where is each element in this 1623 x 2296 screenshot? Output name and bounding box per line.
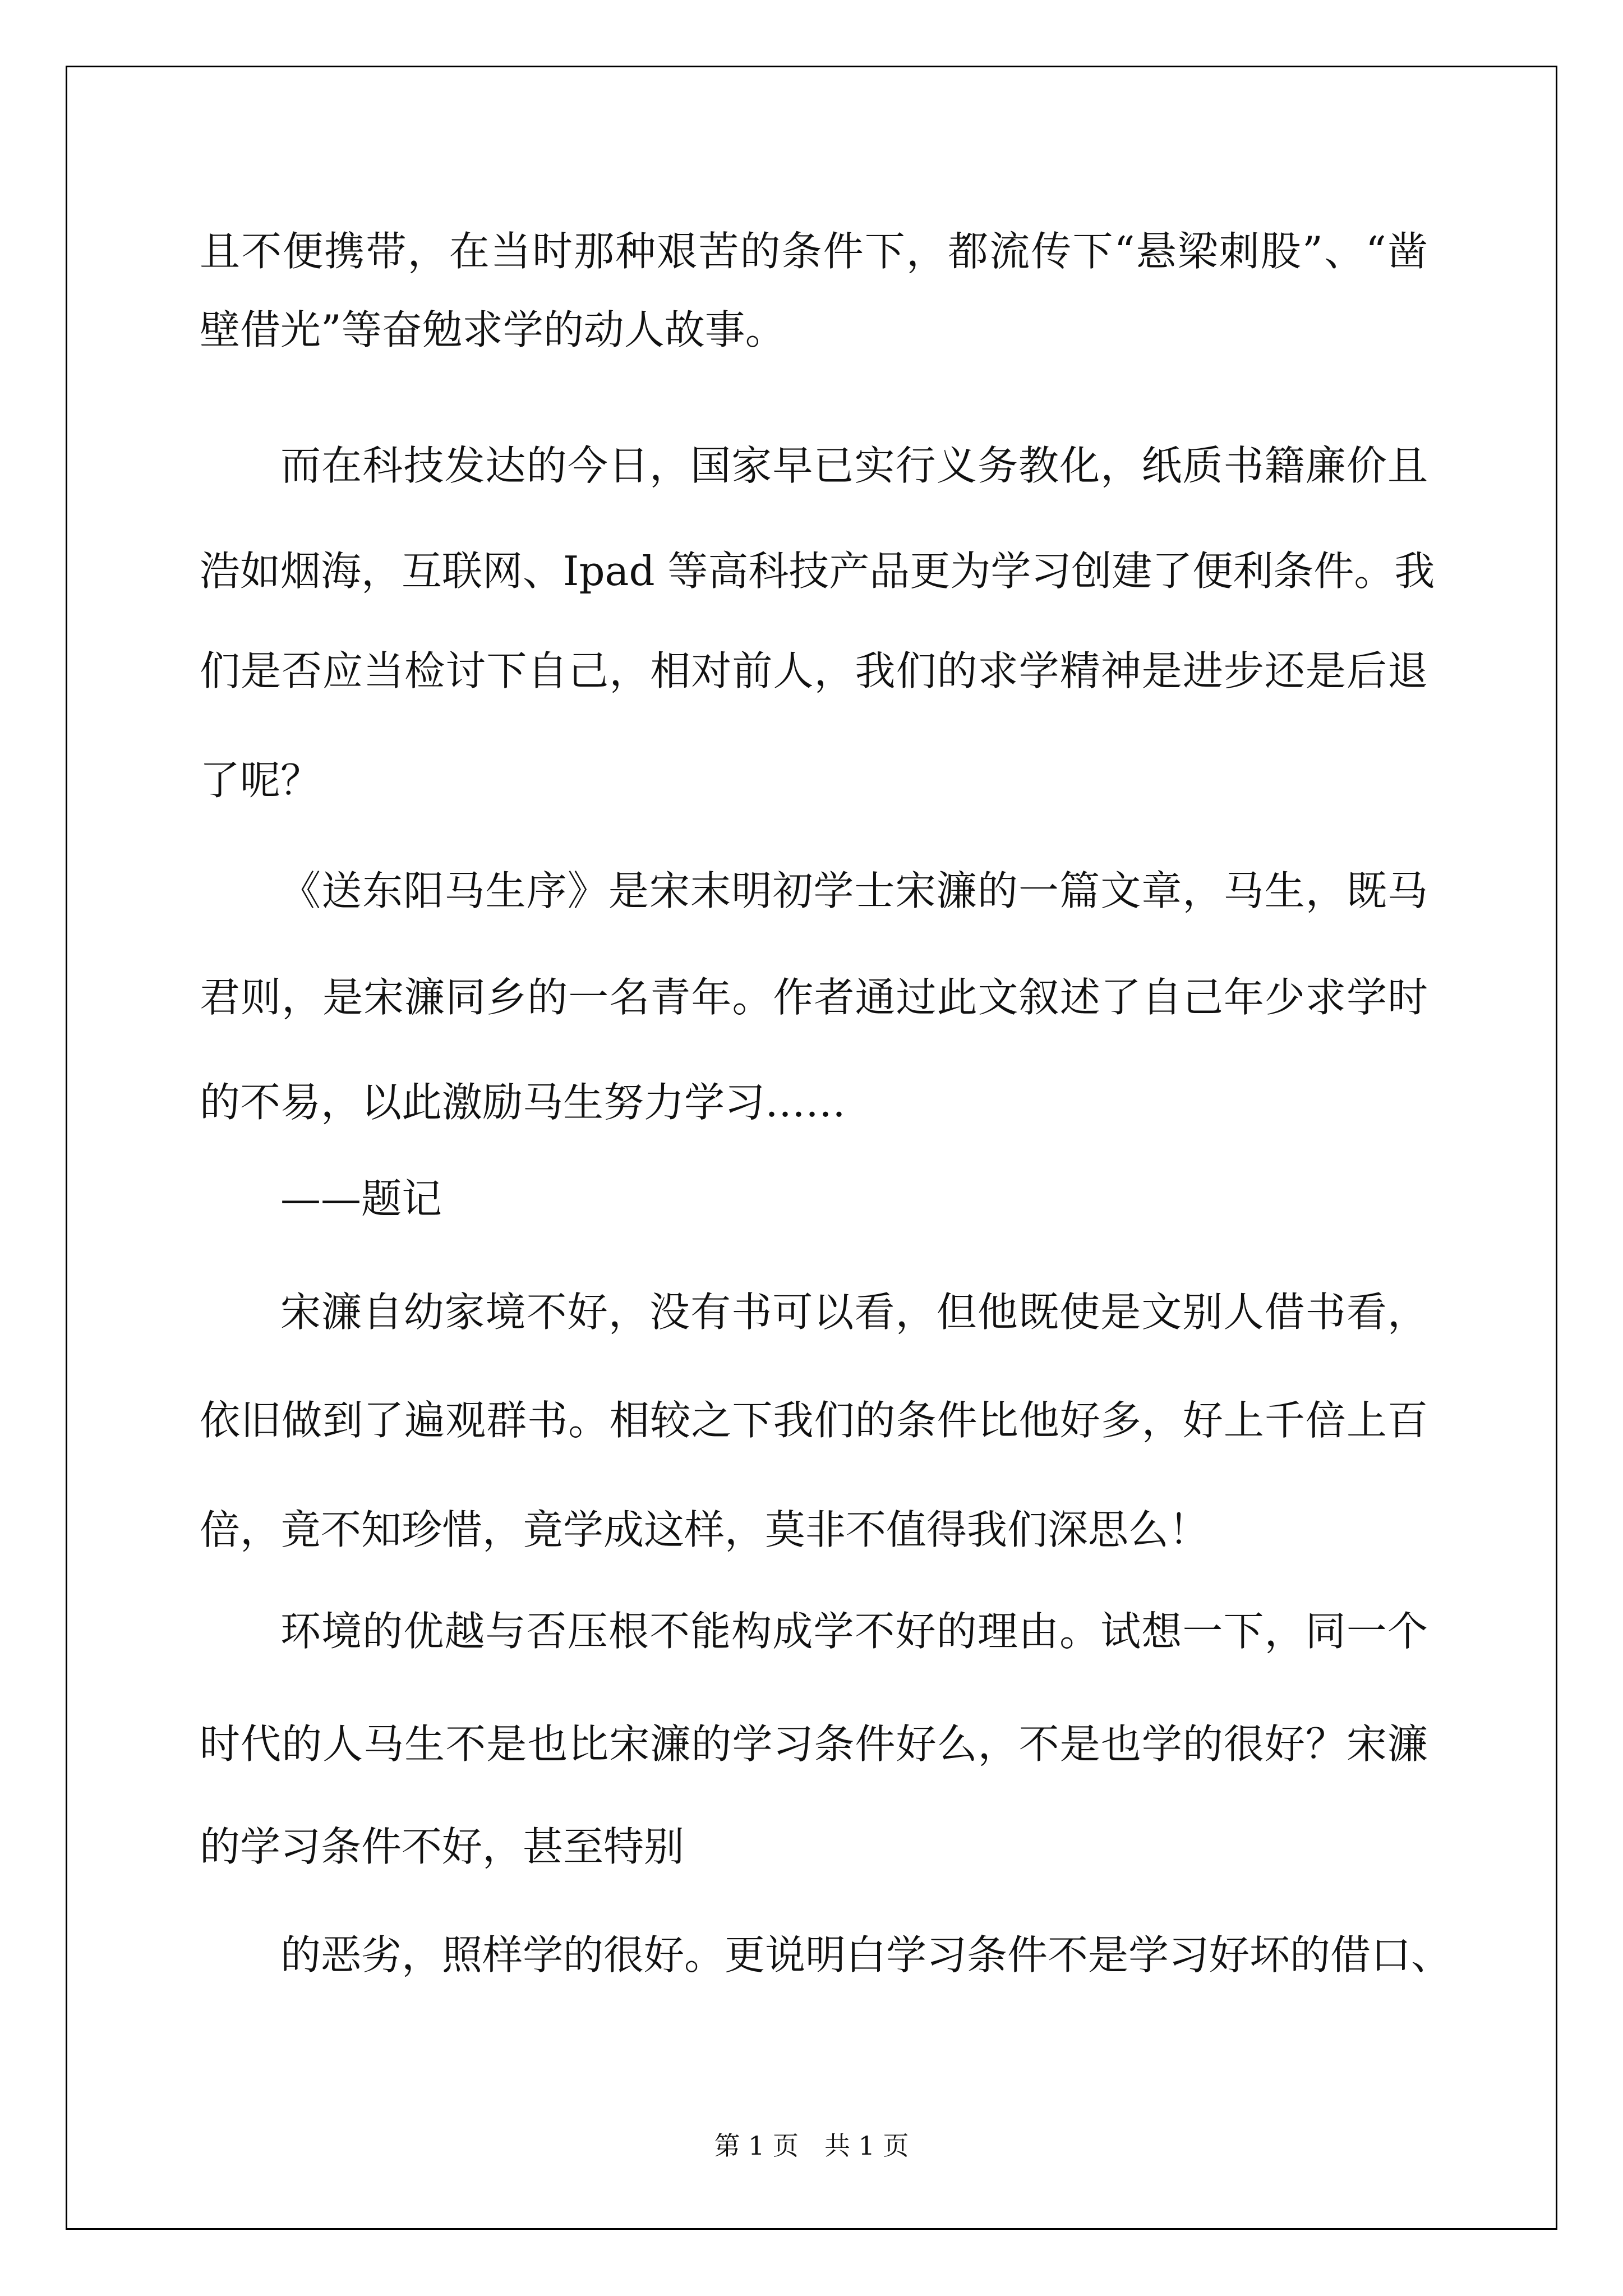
text-line: 壁借光”等奋勉求学的动人故事。 — [200, 306, 786, 353]
text-line: 的学习条件不好，甚至特别 — [200, 1823, 685, 1870]
text-line: 且不便携带，在当时那种艰苦的条件下，都流传下“悬梁刺股”、“凿 — [200, 228, 1428, 275]
text-line: 而在科技发达的今日，国家早已实行义务教化，纸质书籍廉价且 — [280, 442, 1428, 489]
page-border — [66, 66, 1557, 2230]
text-line: 环境的优越与否压根不能构成学不好的理由。试想一下，同一个 — [280, 1608, 1428, 1655]
text-line: 们是否应当检讨下自己，相对前人，我们的求学精神是进步还是后退 — [200, 647, 1428, 694]
text-line: 了呢？ — [200, 757, 321, 804]
page-number: 第 1 页 共 1 页 — [714, 2131, 909, 2161]
text-line: 浩如烟海，互联网、Ipad 等高科技产品更为学习创建了便利条件。我 — [200, 547, 1435, 595]
text-line: 的不易，以此激励马生努力学习…… — [200, 1079, 846, 1126]
text-line: 君则，是宋濂同乡的一名青年。作者通过此文叙述了自己年少求学时 — [200, 974, 1428, 1021]
text-line: 宋濂自幼家境不好，没有书可以看，但他既使是文别人借书看， — [280, 1289, 1428, 1336]
text-line: 的恶劣，照样学的很好。更说明白学习条件不是学习好坏的借口、 — [280, 1931, 1452, 1978]
text-line: 依旧做到了遍观群书。相较之下我们的条件比他好多，好上千倍上百 — [200, 1397, 1428, 1444]
text-line: 时代的人马生不是也比宋濂的学习条件好么，不是也学的很好？宋濂 — [200, 1720, 1428, 1768]
page-footer — [0, 2129, 1623, 2162]
text-line: 倍，竟不知珍惜，竟学成这样，莫非不值得我们深思么！ — [200, 1506, 1210, 1553]
text-line: 《送东阳马生序》是宋末明初学士宋濂的一篇文章，马生，既马 — [280, 867, 1428, 914]
epigraph-attribution: ——题记 — [280, 1175, 442, 1222]
